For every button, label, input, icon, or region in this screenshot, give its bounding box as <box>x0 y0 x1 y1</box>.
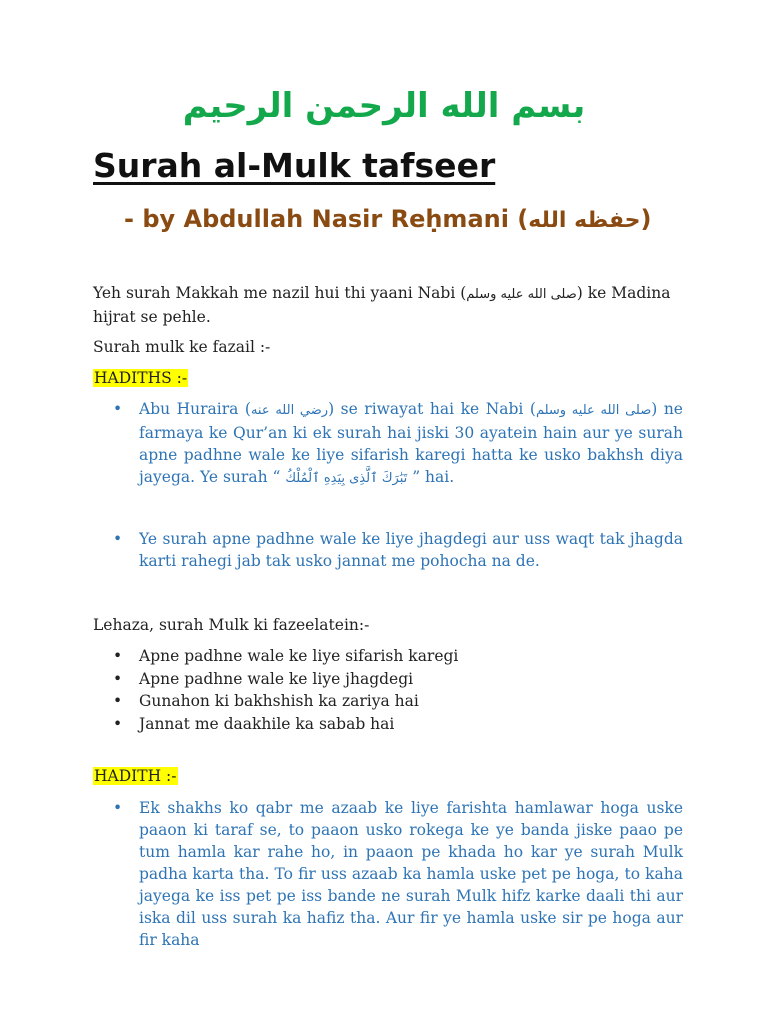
list-item <box>93 398 683 490</box>
intro-salutation: صلى الله عليه وسلم <box>466 287 577 302</box>
hadiths-heading: HADITHS :- <box>94 369 188 387</box>
hadith1-verse: تَبَٰرَكَ ٱلَّذِى بِيَدِهِ ٱلْمُلْكُ <box>285 471 408 486</box>
byline-honorific: حفظه الله <box>528 208 641 233</box>
list-item: • Apne padhne wale ke liye jhagdegi <box>93 668 683 691</box>
fazail-heading: Surah mulk ke fazail :- <box>93 338 271 356</box>
hadith-heading: HADITH :- <box>94 767 177 785</box>
list-item: • Ek shakhs ko qabr me azaab ke liye farishta hamlawar hoga uske paaon ki taraf se, to paaon usko rokega ke ye banda jiske paao pe tum hamla kar rahe ho, in paaon pe khada ho kar ye surah Mulk padha karta tha. To fir uss azaab ka hamla uske pet pe hoga, to kaha jayega ke iss pet pe iss bande ne surah Mulk hifz karke daali thi aur iska dil uss surah ka hafiz tha. Aur fir ye hamla uske sir pe hoga aur fir kaha <box>93 797 683 951</box>
hadiths-list <box>93 398 683 490</box>
hadith1-salutation: صلى الله عليه وسلم <box>535 403 652 418</box>
hadith-heading-wrap <box>93 765 683 788</box>
page-title: Surah al-Mulk tafseer <box>93 146 496 185</box>
lehaza-heading: Lehaza, surah Mulk ki fazeelatein:- <box>93 616 370 634</box>
hadiths-heading-wrap <box>93 367 683 390</box>
list-item: • Jannat me daakhile ka sabab hai <box>93 713 683 736</box>
hadith1-text-2: ) se riwayat hai ke Nabi ( <box>328 400 536 418</box>
intro-text-2: ) ke Madina hijrat se pehle. <box>93 284 671 326</box>
byline-prefix: - by Abdullah Nasir Reḥmani ( <box>124 205 529 233</box>
hadith1-text-1: Abu Huraira ( <box>139 400 251 418</box>
bismillah-heading: بسم الله الرحمن الرحيم <box>182 86 586 126</box>
hadith1-text-4: ” hai. <box>407 468 455 486</box>
hadith-list <box>93 797 683 951</box>
author-byline <box>124 205 652 233</box>
hadith1-text-3: ) ne farmaya ke Qur’an ki ek surah hai jiski 30 ayatein hain aur ye surah apne padhne wale ke liye sifarish karegi hatta ke usko bakhsh diya jayega. Ye surah “ <box>139 400 683 486</box>
list-item: • Ye surah apne padhne wale ke liye jhagdegi aur uss waqt tak jhagda karti rahegi jab tak usko jannat me pohocha na de. <box>93 528 683 572</box>
fazeelatein-list <box>93 645 683 735</box>
byline-suffix: ) <box>640 205 652 233</box>
list-item: • Gunahon ki bakhshish ka zariya hai <box>93 690 683 713</box>
intro-text-1: Yeh surah Makkah me nazil hui thi yaani Nabi ( <box>93 284 467 302</box>
intro-paragraph <box>93 282 683 329</box>
hadiths-list-2 <box>93 528 683 572</box>
list-item: • Apne padhne wale ke liye sifarish karegi <box>93 645 683 668</box>
hadith1-radi: رضي الله عنه <box>250 403 329 418</box>
